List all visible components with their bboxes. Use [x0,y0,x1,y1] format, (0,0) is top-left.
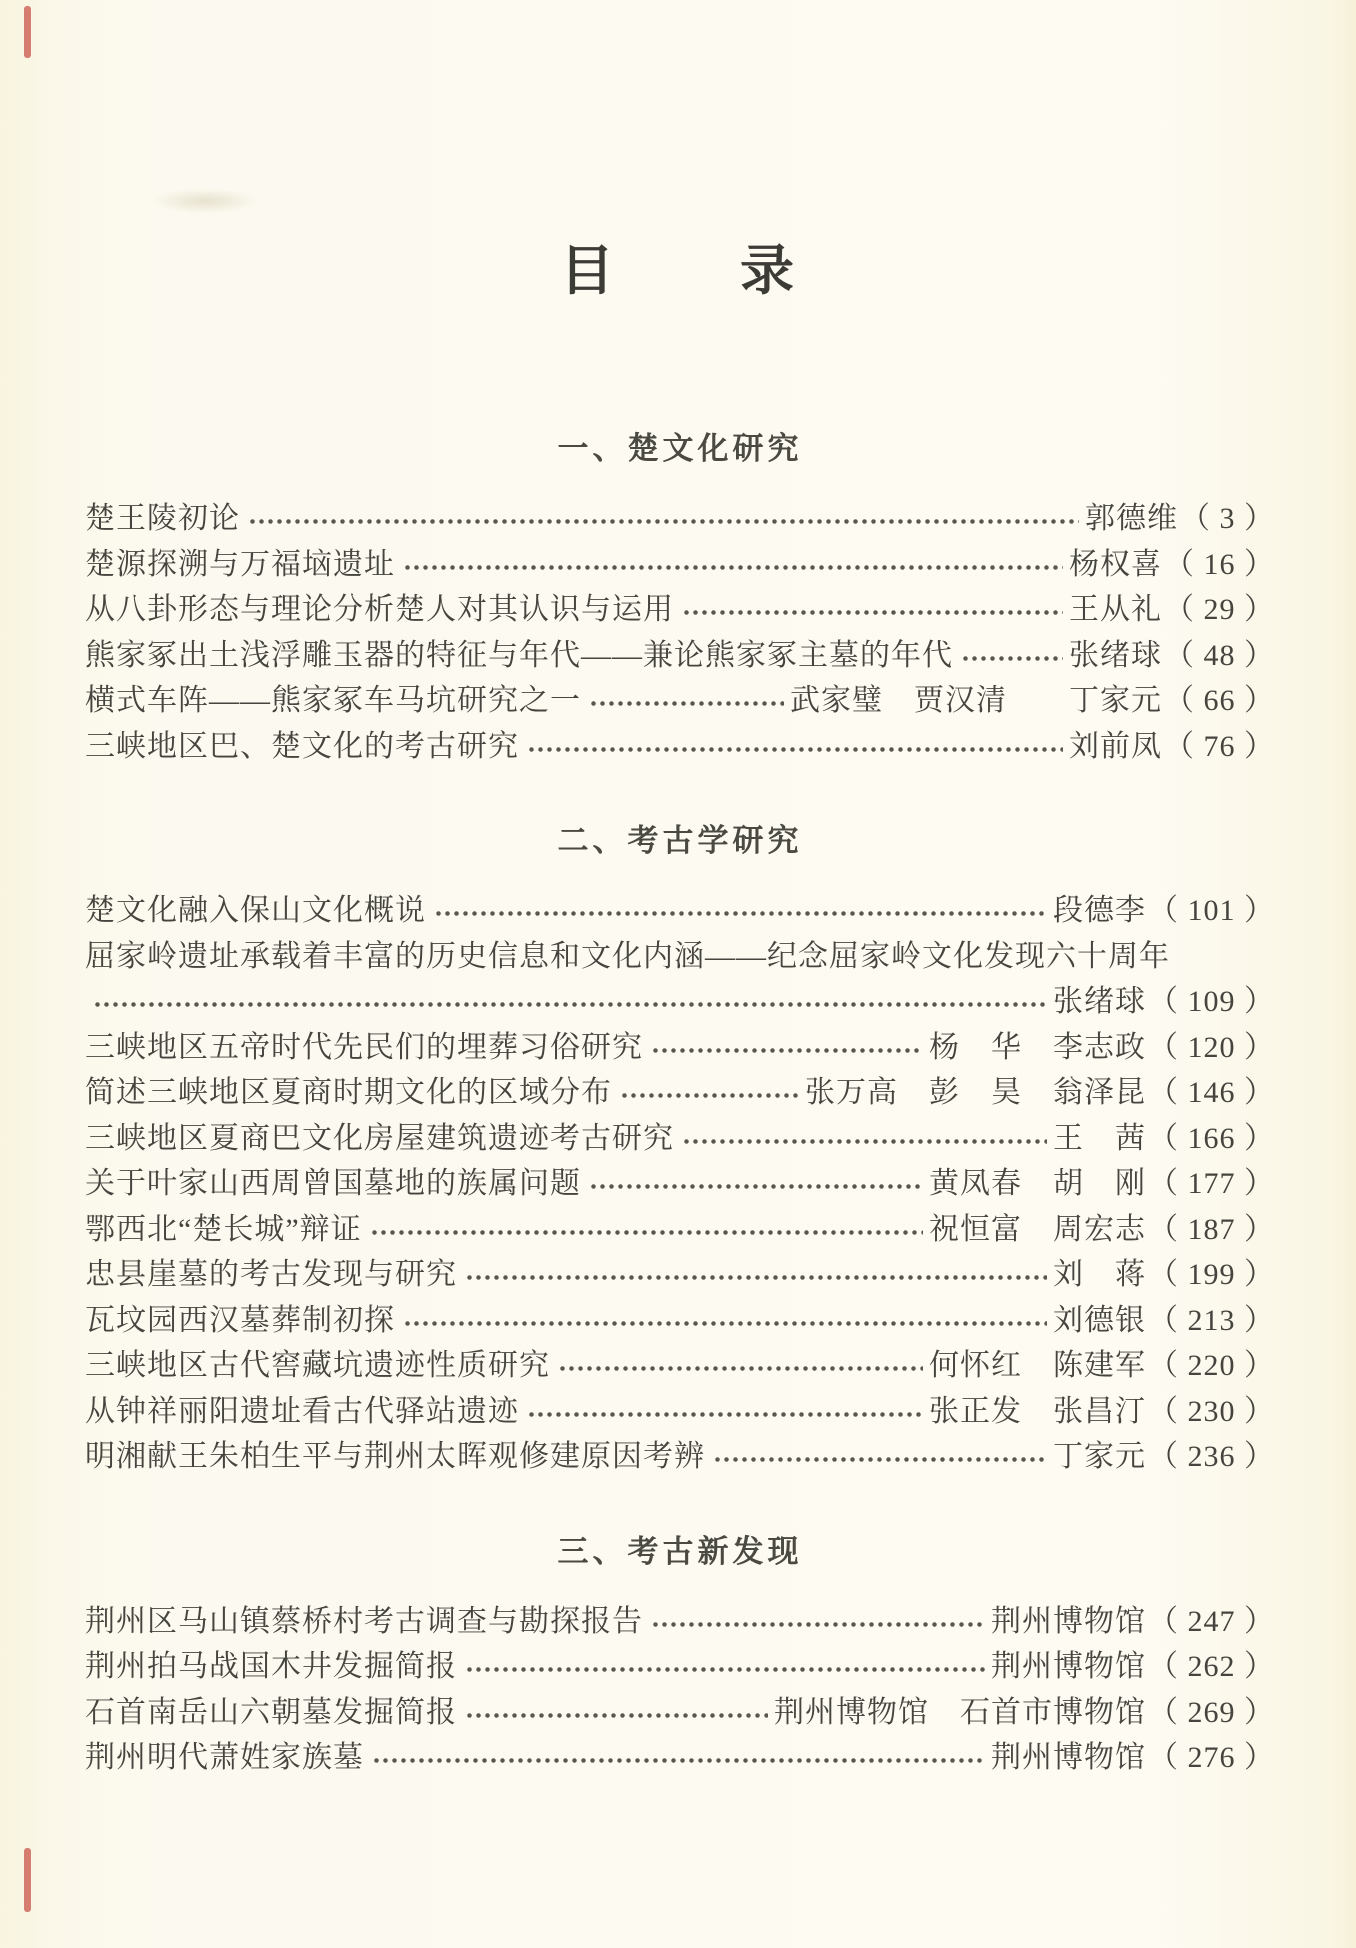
entry-page-number: （ 177 ） [1148,1167,1275,1200]
entry-title: 楚源探溯与万福垴遗址 [85,547,395,581]
dot-leader [401,542,1063,588]
entry-title: 明湘献王朱柏生平与荆州太晖观修建原因考辨 [85,1440,705,1473]
dot-leader [525,1389,923,1435]
entry-page-number: （ 48 ） [1164,638,1275,672]
dot-leader [463,1690,768,1736]
entry-title: 三峡地区巴、楚文化的考古研究 [85,729,519,763]
toc-entry [85,724,1275,770]
toc-entry-title-line [85,934,1275,980]
entry-title: 忠县崖墓的考古发现与研究 [85,1258,457,1291]
toc-entry [85,1116,1275,1162]
entry-authors: 荆州博物馆 石首市博物馆 [774,1695,1146,1729]
toc-entry [85,1690,1275,1736]
entry-authors: 何怀红 陈建军 [929,1349,1146,1382]
entry-authors: 刘 蒋 [1053,1258,1146,1291]
dot-leader [463,1644,985,1690]
entry-title: 荆州拍马战国木井发掘简报 [85,1650,457,1683]
dot-leader [680,587,1063,633]
dot-leader [432,888,1047,934]
toc-entry [85,1025,1275,1071]
toc-entry [85,1644,1275,1690]
dot-leader [401,1298,1047,1344]
entry-title: 鄂西北“楚长城”辩证 [85,1212,362,1246]
entry-page-number: （ 213 ） [1148,1303,1275,1337]
dot-leader [587,678,784,724]
dot-leader [368,1207,923,1253]
entry-page-number: （ 76 ） [1164,729,1275,763]
toc-entry [85,678,1275,724]
toc-entry [85,496,1275,542]
entry-authors: 杨权喜 [1069,547,1162,581]
entry-page-number: （ 276 ） [1148,1741,1275,1774]
toc-sections [85,423,1275,1781]
entry-authors: 段德李 [1053,894,1146,927]
entry-authors: 张正发 张昌汀 [929,1394,1146,1428]
dot-leader [587,1161,923,1207]
entry-authors: 杨 华 李志政 [929,1030,1146,1064]
entry-authors: 王 茜 [1053,1121,1146,1155]
toc-entry [85,1207,1275,1253]
entry-title: 楚王陵初论 [85,502,240,535]
entry-page-number: （ 262 ） [1148,1650,1275,1683]
entry-title: 楚文化融入保山文化概说 [85,894,426,927]
entry-authors: 张万高 彭 昊 翁泽昆 [805,1076,1146,1109]
entry-page-number: （ 146 ） [1148,1076,1275,1109]
toc-entry-continuation-line [85,979,1275,1025]
entry-title: 从钟祥丽阳遗址看古代驿站遗迹 [85,1394,519,1428]
toc-entry [85,1599,1275,1645]
entry-title: 三峡地区古代窖藏坑遗迹性质研究 [85,1349,550,1382]
entry-authors: 黄凤春 胡 刚 [929,1167,1146,1200]
section-heading: 三、考古新发现 [557,1533,803,1569]
dot-leader [680,1116,1047,1162]
toc-entry [85,1252,1275,1298]
entry-title: 关于叶家山西周曾国墓地的族属问题 [85,1167,581,1200]
entry-page-number: （ 66 ） [1164,684,1275,717]
entry-authors: 荆州博物馆 [991,1650,1146,1683]
section-heading: 一、楚文化研究 [557,431,803,466]
entry-title: 瓦坟园西汉墓葬制初探 [85,1303,395,1337]
entry-page-number: （ 199 ） [1148,1258,1275,1291]
toc-entry [85,1735,1275,1781]
entry-page-number: （ 109 ） [1148,985,1275,1018]
entry-page-number: （ 3 ） [1180,502,1275,535]
dot-leader [618,1070,799,1116]
entry-page-number: （ 236 ） [1148,1440,1275,1473]
toc-entry [85,1434,1275,1480]
entry-title: 从八卦形态与理论分析楚人对其认识与运用 [85,593,674,626]
entry-authors: 王从礼 [1069,593,1162,626]
page-title: 目 录 [560,241,800,301]
dot-leader [556,1343,923,1389]
entry-page-number: （ 220 ） [1148,1349,1275,1382]
dot-leader [959,633,1063,679]
entry-title: 荆州区马山镇蔡桥村考古调查与勘探报告 [85,1604,643,1638]
entry-authors: 荆州博物馆 [991,1741,1146,1774]
entry-authors: 郭德维 [1085,502,1178,535]
entry-authors: 刘前凤 [1069,729,1162,763]
entry-title: 石首南岳山六朝墓发掘简报 [85,1695,457,1729]
entry-authors: 丁家元 [1053,1440,1146,1473]
entry-authors: 张绪球 [1069,638,1162,672]
dot-leader [649,1025,923,1071]
dot-leader [91,979,1047,1025]
entry-authors: 张绪球 [1053,985,1146,1018]
entry-authors: 刘德银 [1053,1303,1146,1337]
toc-entry [85,1298,1275,1344]
toc-entry [85,542,1275,588]
entry-title: 简述三峡地区夏商时期文化的区域分布 [85,1076,612,1109]
toc-content [85,0,1275,1781]
entry-page-number: （ 16 ） [1164,547,1275,581]
dot-leader [370,1735,985,1781]
entry-page-number: （ 187 ） [1148,1212,1275,1246]
section-heading: 二、考古学研究 [557,823,803,858]
entry-page-number: （ 230 ） [1148,1394,1275,1428]
entry-title: 横式车阵——熊家冢车马坑研究之一 [85,684,581,717]
toc-section [85,1526,1275,1781]
scan-red-mark-top [24,6,31,58]
entry-authors: 武家璧 贾汉清 丁家元 [790,684,1162,717]
entry-title: 荆州明代萧姓家族墓 [85,1741,364,1774]
entry-page-number: （ 29 ） [1164,593,1275,626]
toc-entry [85,888,1275,934]
entry-title: 屈家岭遗址承载着丰富的历史信息和文化内涵——纪念屈家岭文化发现六十周年 [85,939,1170,973]
entry-page-number: （ 247 ） [1148,1604,1275,1638]
toc-entry [85,1343,1275,1389]
entry-title: 熊家冢出土浅浮雕玉器的特征与年代——兼论熊家冢主墓的年代 [85,638,953,672]
dot-leader [649,1599,985,1645]
dot-leader [246,496,1079,542]
toc-entry [85,587,1275,633]
dot-leader [525,724,1063,770]
entry-title: 三峡地区五帝时代先民们的埋葬习俗研究 [85,1030,643,1064]
toc-entry [85,1389,1275,1435]
entry-title: 三峡地区夏商巴文化房屋建筑遗迹考古研究 [85,1121,674,1155]
entry-page-number: （ 166 ） [1148,1121,1275,1155]
dot-leader [463,1252,1047,1298]
entry-page-number: （ 120 ） [1148,1030,1275,1064]
dot-leader [711,1434,1047,1480]
toc-entry [85,1070,1275,1116]
entry-page-number: （ 269 ） [1148,1695,1275,1729]
toc-section [85,815,1275,1480]
entry-authors: 祝恒富 周宏志 [929,1212,1146,1246]
scan-red-mark-bottom [24,1848,31,1912]
toc-section [85,423,1275,769]
toc-entry [85,1161,1275,1207]
toc-entry [85,633,1275,679]
entry-authors: 荆州博物馆 [991,1604,1146,1638]
entry-page-number: （ 101 ） [1148,894,1275,927]
